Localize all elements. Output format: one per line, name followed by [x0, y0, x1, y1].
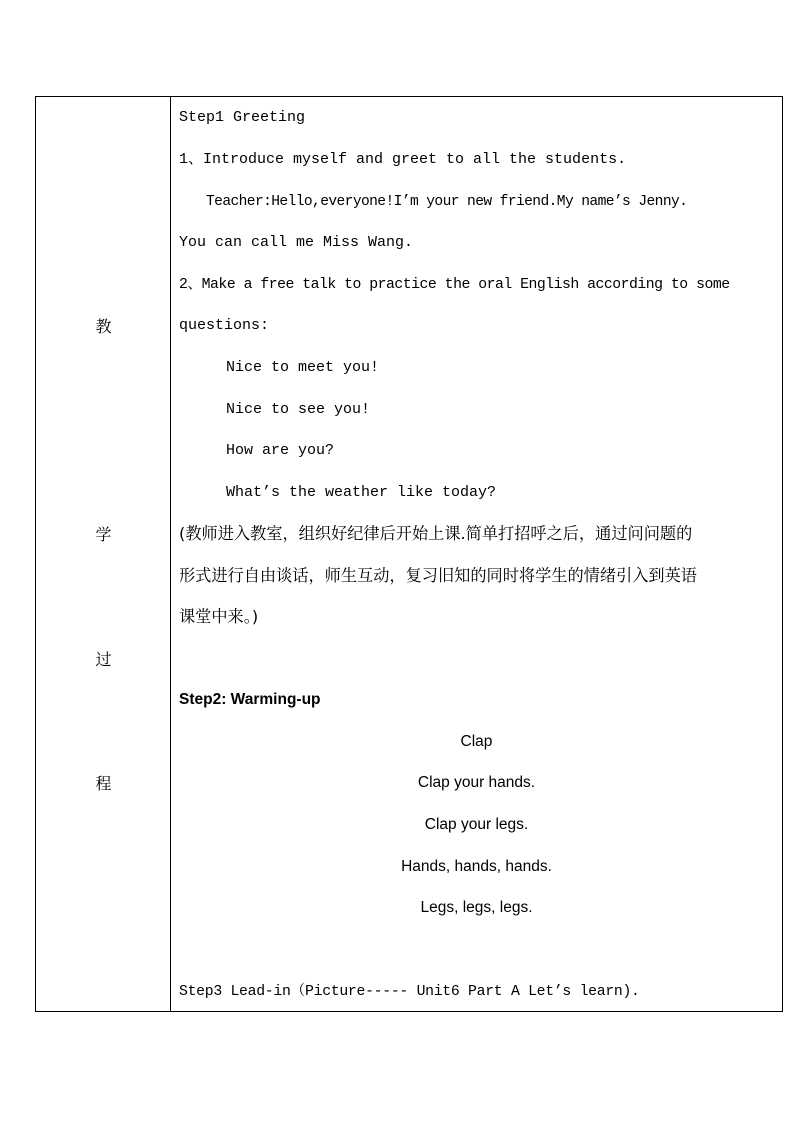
teaching-process-content — [171, 97, 782, 1011]
question-item: Nice to see you! — [226, 401, 371, 418]
question-item: Nice to meet you! — [226, 359, 380, 376]
step1-title: Step1 Greeting — [179, 109, 306, 126]
chant-line: Clap your legs. — [424, 816, 529, 833]
step1-item1: 1、Introduce myself and greet to all the students. — [179, 151, 627, 168]
lesson-plan-table — [35, 96, 783, 1012]
step3-title: Step3 Lead-in（Picture----- Unit6 Part A Let’s learn). — [179, 984, 640, 1000]
section-label-char: 过 — [95, 650, 112, 669]
step2-title: Step2: Warming-up — [179, 691, 321, 708]
section-label-char: 教 — [95, 317, 112, 336]
section-label-char: 程 — [95, 774, 112, 793]
chant-line: Clap — [460, 733, 493, 750]
teacher-note: 形式进行自由谈话，师生互动，复习旧知的同时将学生的情绪引入到英语 — [179, 566, 697, 585]
chant-line: Clap your hands. — [417, 774, 536, 791]
section-label-char: 学 — [95, 525, 112, 544]
step1-item2-continued: questions: — [179, 317, 270, 334]
step1-item2: 2、Make a free talk to practice the oral English according to some — [179, 277, 730, 293]
question-item: What’s the weather like today? — [226, 484, 497, 501]
teacher-note: 课堂中来。) — [179, 607, 259, 626]
teacher-line-continued: You can call me Miss Wang. — [179, 234, 414, 251]
section-label-column — [36, 97, 171, 1011]
question-item: How are you? — [226, 442, 335, 459]
teacher-note: (教师进入教室，组织好纪律后开始上课.简单打招呼之后，通过问问题的 — [179, 524, 693, 543]
chant-line: Legs, legs, legs. — [420, 899, 533, 916]
teacher-line: Teacher:Hello,everyone!I’m your new friend.My name’s Jenny. — [206, 194, 688, 210]
chant-line: Hands, hands, hands. — [401, 858, 552, 875]
